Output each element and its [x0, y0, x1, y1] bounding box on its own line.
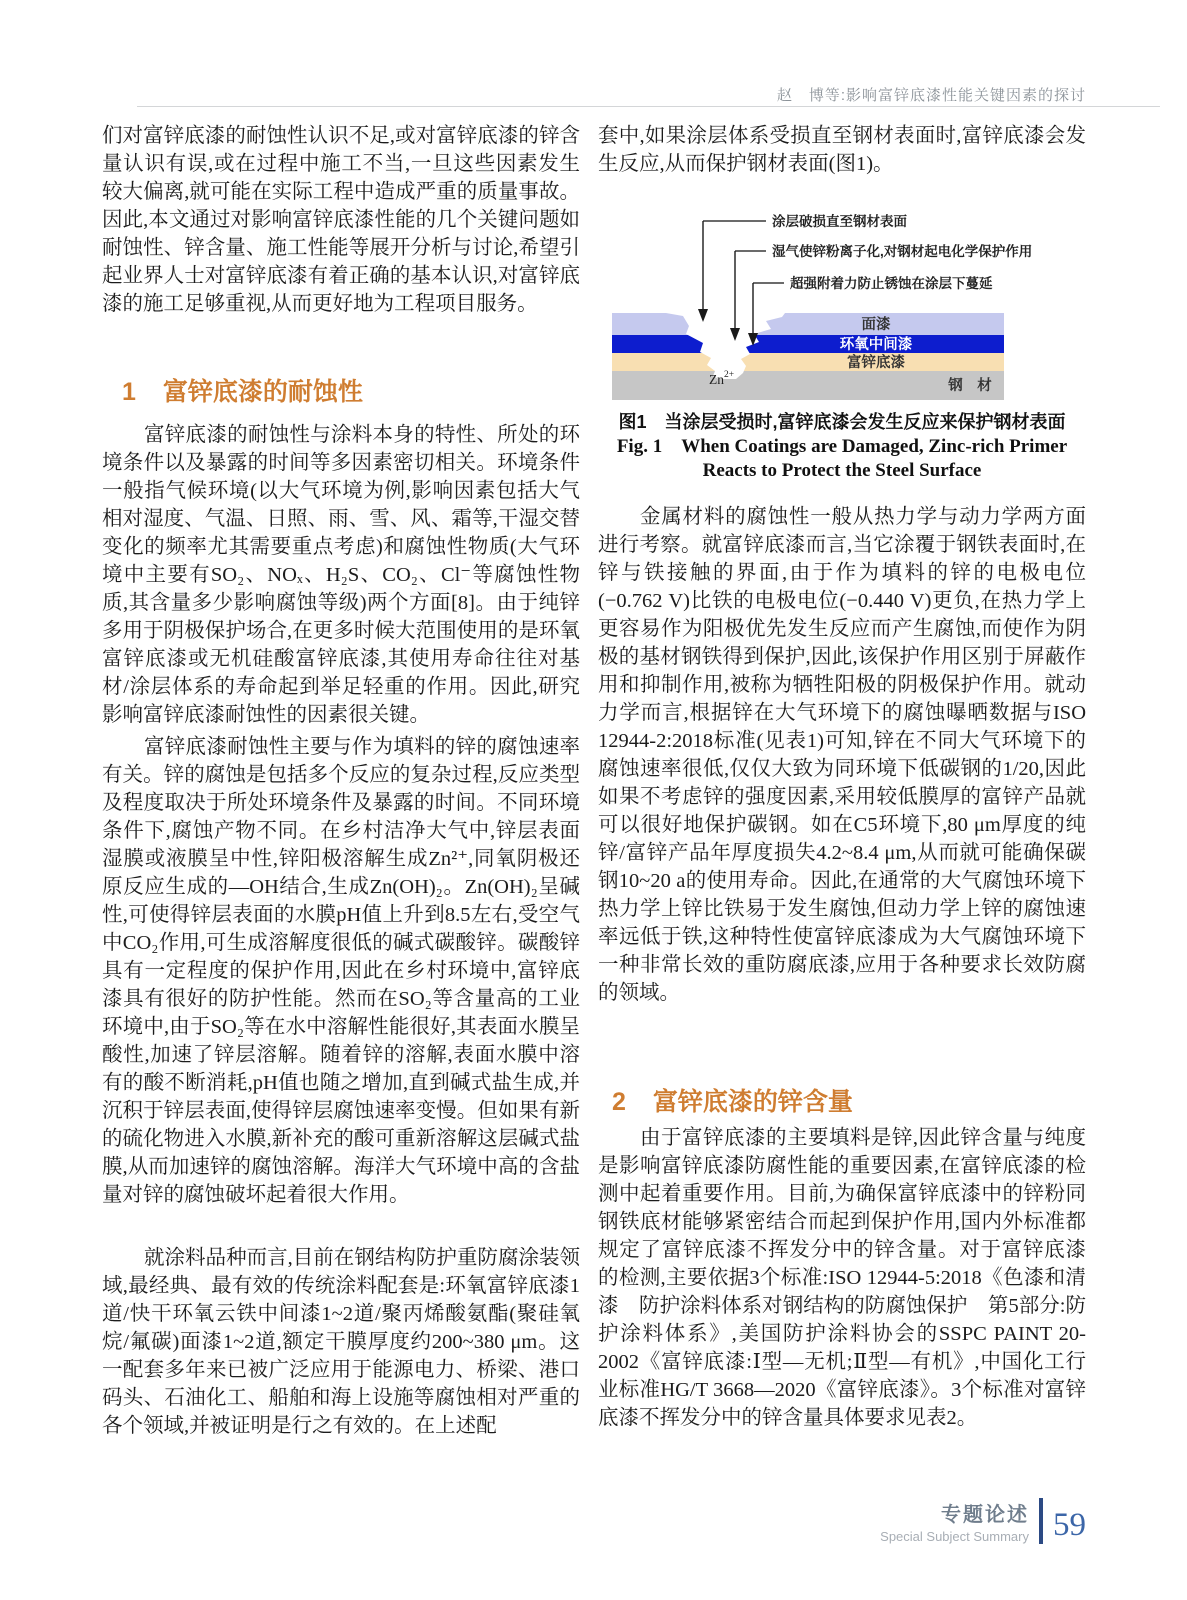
figure-1-caption [598, 409, 1086, 483]
section-2-heading [612, 1082, 853, 1118]
layer-topcoat-label: 面漆 [861, 317, 891, 333]
continuation-paragraph: 套中,如果涂层体系受损直至钢材表面时,富锌底漆会发生反应,从而保护钢材表面(图1)。 [598, 125, 1086, 175]
callout1-label: 涂层破损直至钢材表面 [772, 214, 907, 229]
section1-paragraph-2: 富锌底漆耐蚀性主要与作为填料的锌的腐蚀速率有关。锌的腐蚀是包括多个反应的复杂过程,反应类型及程度取决于所处环境条件及暴露的时间。不同环境条件下,腐蚀产物不同。在乡村洁净大气中,锌层表面湿膜或液膜呈中性,锌阳极溶解生成Zn²⁺,同氧阴极还原反应生成的—OH结合,生成Zn(OH)₂。Zn(OH)₂呈碱性,可使得锌层表面的水膜pH值上升到8.5左右,受空气中CO₂作用,可生成溶解度很低的碱式碳酸锌。碳酸锌具有一定程度的保护作用,因此在乡村环境中,富锌底漆具有很好的防护性能。然而在SO₂等含量高的工业环境中,由于SO₂等在水中溶解性能很好,其表面水膜呈酸性,加速了锌层溶解。随着锌的溶解,表面水膜中溶有的酸不断消耗,pH值也随之增加,直到碱式盐生成,并沉积于锌层表面,使得锌层腐蚀速率变慢。但如果有新的硫化物进入水膜,新补充的酸可重新溶解这层碱式盐膜,从而加速锌的腐蚀溶解。海洋大气环境中高的含盐量对锌的腐蚀破坏起着很大作用。 [102, 736, 580, 1206]
header-rule [137, 106, 1160, 107]
layer-steel-label: 钢 材 [948, 378, 992, 394]
layer-primer [612, 353, 1004, 371]
zinc-ion-symbol: Zn [709, 372, 724, 387]
figure-caption-zh: 图1 当涂层受损时,富锌底漆会发生反应来保护钢材表面 [618, 412, 1066, 432]
footer-column-en: Special Subject Summary [880, 1529, 1029, 1544]
section-1-heading [122, 372, 363, 408]
figure-caption-en-line1: Fig. 1 When Coatings are Damaged, Zinc-rich Primer [616, 436, 1068, 457]
layer-intermediate [612, 335, 1004, 353]
section1-paragraph-1: 富锌底漆的耐蚀性与涂料本身的特性、所处的环境条件以及暴露的时间等多因素密切相关。环境条件一般指气候环境(以大气环境为例,影响因素包括大气相对湿度、气温、日照、雨、雪、风、霜等,干湿交替变化的频率尤其需要重点考虑)和腐蚀性物质(大气环境中主要有SO₂、NOₓ、H₂S、CO₂、Cl⁻等腐蚀性物质,其含量多少影响腐蚀等级)两个方面[8]。由于纯锌多用于阴极保护场合,在更多时候大范围使用的是环氧富锌底漆或无机硅酸富锌底漆,其使用寿命往往对基材/涂层体系的寿命起到举足轻重的作用。因此,研究影响富锌底漆耐蚀性的因素很关键。 [102, 424, 580, 726]
section2-paragraph-1: 由于富锌底漆的主要填料是锌,因此锌含量与纯度是影响富锌底漆防腐性能的重要因素,在富锌底漆的检测中起着重要作用。目前,为确保富锌底漆中的锌粉同钢铁底材能够紧密结合而起到保护作用,国内外标准都规定了富锌底漆不挥发分中的锌含量。对于富锌底漆的检测,主要依据3个标准:ISO 12944-5:2018《色漆和清漆 防护涂料体系对钢结构的防腐蚀保护 第5部分:防护涂料体系》,美国防护涂料协会的SSPC PAINT 20-2002《富锌底漆:Ⅰ型—无机;Ⅱ型—有机》,中国化工行业标准HG/T 3668—2020《富锌底漆》。3个标准对富锌底漆不挥发分中的锌含量具体要求见表2。 [598, 1127, 1086, 1429]
zinc-ion-charge: 2+ [724, 370, 735, 380]
running-title: 赵 博等:影响富锌底漆性能关键因素的探讨 [776, 87, 1086, 104]
intro-paragraph: 们对富锌底漆的耐蚀性认识不足,或对富锌底漆的锌含量认识有误,或在过程中施工不当,一旦这些因素发生较大偏离,就可能在实际工程中造成严重的质量事故。因此,本文通过对影响富锌底漆性能的几个关键问题如耐蚀性、锌含量、施工性能等展开分析与讨论,希望引起业界人士对富锌底漆有着正确的基本认识,对富锌底漆的施工足够重视,从而更好地为工程项目服务。 [102, 125, 580, 315]
figure-1-diagram [598, 203, 1085, 403]
page-number: 59 [1053, 1506, 1086, 1543]
section1-paragraph-3: 就涂料品种而言,目前在钢结构防护重防腐涂装领域,最经典、最有效的传统涂料配套是:环氧富锌底漆1道/快干环氧云铁中间漆1~2道/聚丙烯酸氨酯(聚硅氧烷/氟碳)面漆1~2道,额定干膜厚度约200~380 μm。这一配套多年来已被广泛应用于能源电力、桥梁、港口码头、石油化工、船舶和海上设施等腐蚀相对严重的各个领域,并被证明是行之有效的。在上述配 [102, 1247, 580, 1437]
callout2-label: 湿气使锌粉离子化,对钢材起电化学保护作用 [772, 244, 1033, 259]
footer-column-labels [880, 1498, 1029, 1544]
figure-caption-en-line2: Reacts to Protect the Steel Surface [702, 460, 982, 481]
layer-topcoat [612, 313, 1004, 335]
section-2-title: 富锌底漆的锌含量 [652, 1088, 853, 1116]
callout3-label: 超强附着力防止锈蚀在涂层下蔓延 [790, 276, 993, 291]
layer-primer-label: 富锌底漆 [847, 355, 905, 371]
layer-steel [612, 371, 1004, 400]
section-2-number: 2 [612, 1088, 626, 1116]
running-header [0, 84, 1086, 105]
page-footer [0, 1498, 1086, 1544]
section-1-title: 富锌底漆的耐蚀性 [162, 378, 363, 406]
section1-paragraph-4: 金属材料的腐蚀性一般从热力学与动力学两方面进行考察。就富锌底漆而言,当它涂覆于钢铁表面时,在锌与铁接触的界面,由于作为填料的锌的电极电位(−0.762 V)比铁的电极电位(−0.440 V)更负,在热力学上更容易作为阳极优先发生反应而产生腐蚀,而使作为阴极的基材钢铁得到保护,因此,该保护作用区别于屏蔽作用和抑制作用,被称为牺牲阳极的阴极保护作用。就动力学而言,根据锌在大气环境下的腐蚀曝晒数据与ISO 12944-2:2018标准(见表1)可知,锌在不同大气环境下的腐蚀速率很低,仅仅大致为同环境下低碳钢的1/20,因此如果不考虑锌的强度因素,采用较低膜厚的富锌产品就可以很好地保护碳钢。如在C5环境下,80 μm厚度的纯锌/富锌产品年厚度损失4.2~8.4 μm,从而就可能确保碳钢10~20 a的使用寿命。因此,在通常的大气腐蚀环境下热力学上锌比铁易于发生腐蚀,但动力学上锌的腐蚀速率远低于铁,这种特性使富锌底漆成为大气腐蚀环境下一种非常长效的重防腐底漆,应用于各种要求长效防腐的领域。 [598, 506, 1086, 1004]
footer-column-zh: 专题论述 [941, 1504, 1029, 1526]
footer-divider-bar [1039, 1498, 1043, 1544]
section-1-number: 1 [122, 378, 136, 406]
layer-intermediate-label: 环氧中间漆 [839, 337, 913, 353]
